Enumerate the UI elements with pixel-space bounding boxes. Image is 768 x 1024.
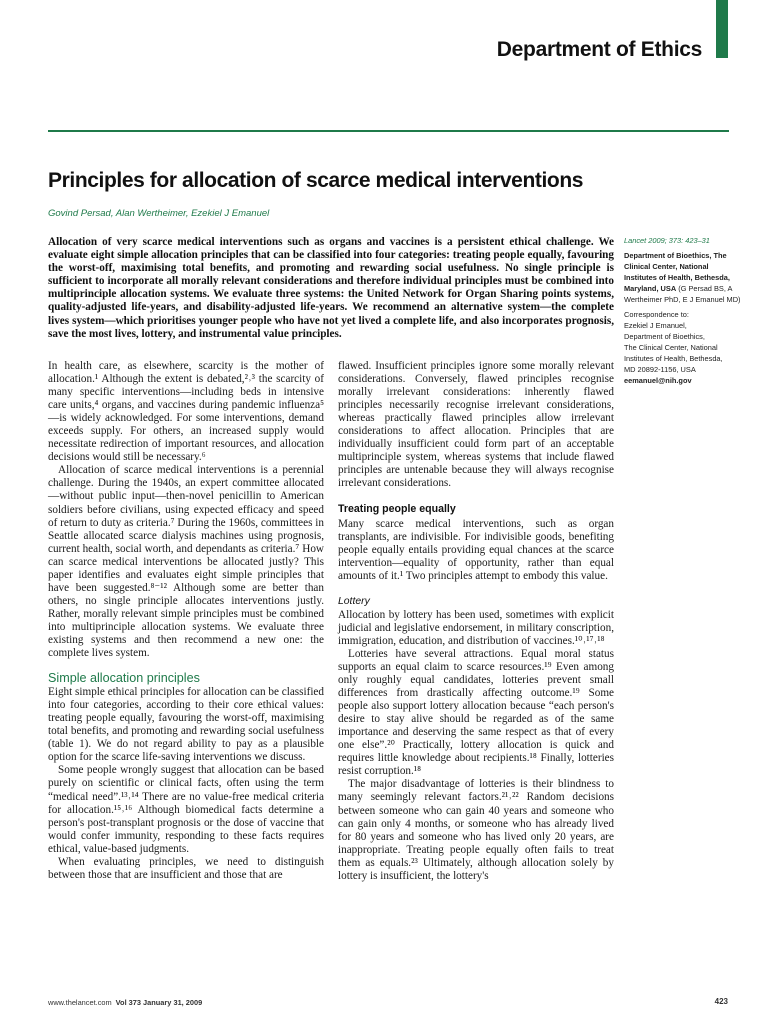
paragraph: Many scarce medical interventions, such as organ transplants, are indivisible. For indivisible goods, benefiting people equally entails providing equal chances at the scarce intervention—equality of opportunity, rather than equal amounts of it.¹ Two principles attempt to embody this value.: [338, 517, 614, 582]
footer-volume: Vol 373 January 31, 2009: [115, 998, 203, 1007]
header-rule: [48, 130, 729, 132]
paragraph: Allocation by lottery has been used, sometimes with explicit judicial and legislative endorsement, in military conscription, immigration, education, and distribution of vaccines.¹⁰˒¹⁷˒¹⁸: [338, 608, 614, 647]
department-heading: Department of Ethics: [496, 38, 702, 61]
article-abstract: Allocation of very scarce medical interventions such as organs and vaccines is a persistent ethical challenge. We evaluate eight simple allocation principles that can be classified into four categories: treating people equally, favouring the worst-off, maximising total benefits, and promoting and rewarding social usefulness. No single principle is sufficient to incorporate all morally relevant considerations and therefore individual principles must be combined into multiprinciple allocation systems. We evaluate three systems: the United Network for Organ Sharing points systems, quality-adjusted life-years, and disability-adjusted life-years. We recommend an alternative system—the complete lives system—which prioritises younger people who have not yet lived a complete life, and also incorporates prognosis, save the most lives, lottery, and instrumental value principles.: [48, 236, 614, 340]
section-heading: Simple allocation principles: [48, 671, 200, 686]
page-number: 423: [714, 997, 728, 1006]
correspondence-label: Correspondence to:: [624, 310, 689, 320]
body-column-left: [48, 360, 324, 882]
correspondence: [624, 310, 742, 386]
correspondence-address: MD 20892-1156, USA: [624, 364, 696, 374]
paragraph: flawed. Insufficient principles ignore some morally relevant considerations. Conversely, flawed principles recognise morally irrelevant considerations: inherently flawed principles necessarily recognise irrelevant considerations, whereas practically flawed principles allow irrelevant considerations to affect allocation. Principles that are individually insufficient could form part of an acceptable multiprinciple system, whereas systems that include flawed principles are untenable because they will always recognise irrelevant considerations.: [338, 360, 614, 490]
affiliation-authors: (G Persad BS, A Wertheimer PhD, E J Emanuel MD): [624, 283, 741, 304]
footer-journal: [48, 998, 202, 1007]
affiliation: [624, 251, 742, 306]
paragraph: Lotteries have several attractions. Equal moral status supports an equal claim to scarce resources.¹⁹ Even among only roughly equal candidates, lotteries prevent small differences from drastically affecting outcome.¹⁹ Some people also support lottery allocation because “each person's desire to stay alive should be regarded as of the same importance and deserving the same respect as that of every one else”.²⁰ Practically, lottery allocation is quick and requires little knowledge about recipients.¹⁸ Finally, lotteries resist corruption.¹⁸: [338, 647, 614, 778]
correspondence-dept: Department of Bioethics,: [624, 332, 705, 342]
sidebar-notes: [624, 236, 742, 387]
paragraph: In health care, as elsewhere, scarcity is the mother of allocation.¹ Although the extent is debated,²˒³ the scarcity of many specific interventions—including beds in intensive care units,⁴ organs, and vaccines during pandemic influenza⁵—is widely acknowledged. For some interventions, demand exceeds supply. For others, an increased supply would necessitate redirection of important resources, and allocation decisions would still be necessary.⁶: [48, 360, 324, 464]
footer-site[interactable]: www.thelancet.com: [48, 998, 112, 1007]
subsection-heading: Treating people equally: [338, 503, 456, 516]
article-title: Principles for allocation of scarce medical interventions: [48, 169, 584, 192]
correspondence-center: The Clinical Center, National: [624, 343, 718, 353]
paragraph: The major disadvantage of lotteries is their blindness to many seemingly relevant factors.²¹˒²² Random decisions between someone who can gain 40 years and someone who can gain only 4 months, or someone who has already lived for 80 years and someone who has lived only 20 years, are inappropriate. Treating people equally often fails to treat them as equals.²³ Ultimately, although allocation solely by lottery is insufficient, the lottery's: [338, 778, 614, 882]
subsubsection-heading: Lottery: [338, 595, 370, 607]
section-color-bar: [716, 0, 728, 58]
citation: Lancet 2009; 373: 423–31: [624, 236, 710, 245]
paragraph: Some people wrongly suggest that allocation can be based purely on scientific or clinical facts, often using the term “medical need”.¹³˒¹⁴ There are no value-free medical criteria for allocation.¹⁵˒¹⁶ Although biomedical facts determine a person's post-transplant prognosis or the dose of vaccine that would confer immunity, responding to these facts requires ethical, value-based judgments.: [48, 764, 324, 855]
body-column-right: [338, 360, 614, 883]
paragraph: Allocation of scarce medical interventions is a perennial challenge. During the 1940s, an expert committee allocated—without public input—then-novel penicillin to American soldiers before civilians, using expected efficacy and speed of return to duty as criteria.⁷ During the 1960s, committees in Seattle allocated scarce dialysis machines using prognosis, current health, social worth, and dependants as criteria.⁷ How can scarce medical interventions be allocated justly? This paper identifies and evaluates eight simple principles that have been suggested.⁸⁻¹² Although some are better than others, no single principle allocates interventions justly. Rather, morally relevant simple principles must be combined into multiprinciple allocation systems. We evaluate three existing systems and then recommend a new one: the complete lives system.: [48, 464, 324, 660]
affiliation-institution: Department of Bioethics, The Clinical Center, National Institutes of Health, Bethesda, Maryland, USA: [624, 250, 730, 293]
correspondence-email[interactable]: eemanuel@nih.gov: [624, 375, 692, 385]
paragraph: Eight simple ethical principles for allocation can be classified into four categories, according to their core ethical values: treating people equally, favouring the worst-off, maximising total benefits, and promoting and rewarding social usefulness (table 1). We do not regard ability to pay as a plausible option for the scarce life-saving interventions we discuss.: [48, 686, 324, 764]
correspondence-name: Ezekiel J Emanuel,: [624, 321, 687, 331]
article-authors: Govind Persad, Alan Wertheimer, Ezekiel J Emanuel: [48, 208, 270, 219]
paragraph: When evaluating principles, we need to distinguish between those that are insufficient and those that are: [48, 855, 324, 881]
correspondence-institution: Institutes of Health, Bethesda,: [624, 354, 723, 364]
